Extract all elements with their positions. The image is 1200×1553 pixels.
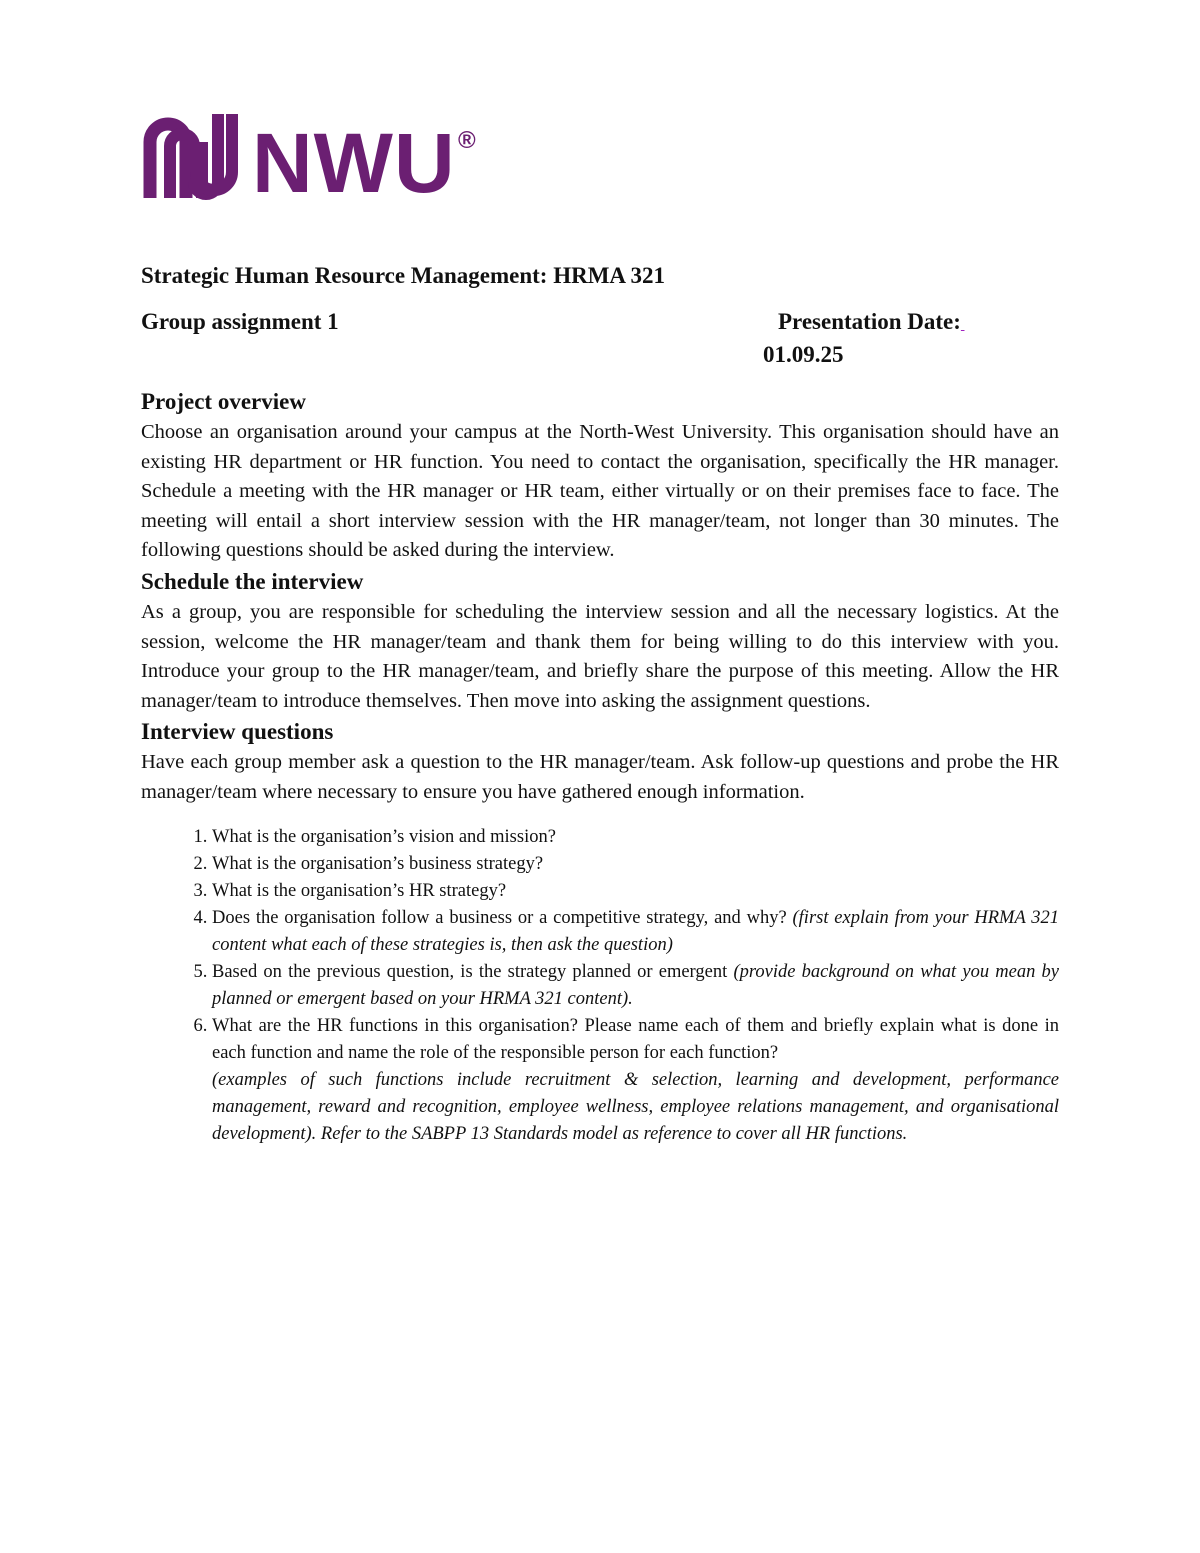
schedule-interview-heading: Schedule the interview [141,568,364,594]
nwu-emblem-icon [150,114,232,198]
presentation-date: 01.09.25 [763,342,844,367]
question-text: What is the organisation’s vision and mission? [212,826,556,847]
nwu-logo-text: NWU [252,116,456,200]
document-body [141,258,1059,1148]
question-item [212,959,1059,1013]
interview-questions-text: Have each group member ask a question to the HR manager/team. Ask follow-up questions and probe the HR manager/team where necessary to ensure you have gathered enough information. [141,751,1059,803]
registered-mark-icon: ® [458,127,476,154]
question-item [212,878,1059,905]
project-overview-heading: Project overview [141,389,306,414]
nwu-logo [140,112,485,200]
project-overview-text: Choose an organisation around your campus at the North-West University. This organisation should have an existing HR department or HR function. You need to contact the organisation, specifically the HR manager. Schedule a meeting with the HR manager or HR team, either virtually or on their premises face to face. The meeting will entail a short interview session with the HR manager/team, not longer than 30 minutes. The following questions should be asked during the interview. [141,421,1059,562]
course-title: Strategic Human Resource Management: HRMA 321 [141,263,666,288]
question-note: (first explain from your HRMA 321 content what each of these strategies is, then ask the question) [212,907,1059,955]
question-note: (provide background on what you mean by planned or emergent based on your HRMA 321 content). [212,961,1059,1009]
question-text: Based on the previous question, is the strategy planned or emergent [212,961,734,982]
presentation-date-label [778,306,965,339]
assignment-header [141,306,1059,386]
question-item [212,905,1059,959]
nwu-logo-graphic [140,112,485,200]
presentation-date-label-text: Presentation Date: [778,309,961,334]
question-list [141,824,1059,1148]
question-item [212,824,1059,851]
question-text: Does the organisation follow a business or a competitive strategy, and why? [212,907,793,928]
question-text: What is the organisation’s business strategy? [212,853,544,874]
assignment-label: Group assignment 1 [141,309,339,334]
question-note: (examples of such functions include recruitment & selection, learning and development, performance management, reward and recognition, employee wellness, employee relations management, and organisational development). Refer to the SABPP 13 Standards model as reference to cover all HR functions. [212,1069,1059,1144]
question-item [212,1013,1059,1148]
question-text: What are the HR functions in this organisation? Please name each of them and briefly explain what is done in each function and name the role of the responsible person for each function? [212,1015,1059,1063]
question-text: What is the organisation’s HR strategy? [212,880,507,901]
presentation-date-mark [961,313,965,333]
interview-questions-heading: Interview questions [141,719,334,745]
schedule-interview-text: As a group, you are responsible for scheduling the interview session and all the necessary logistics. At the session, welcome the HR manager/team and thank them for being willing to do this interview with you. Introduce your group to the HR manager/team, and briefly share the purpose of this meeting. Allow the HR manager/team to introduce themselves. Then move into asking the assignment questions. [141,600,1059,712]
question-item [212,851,1059,878]
